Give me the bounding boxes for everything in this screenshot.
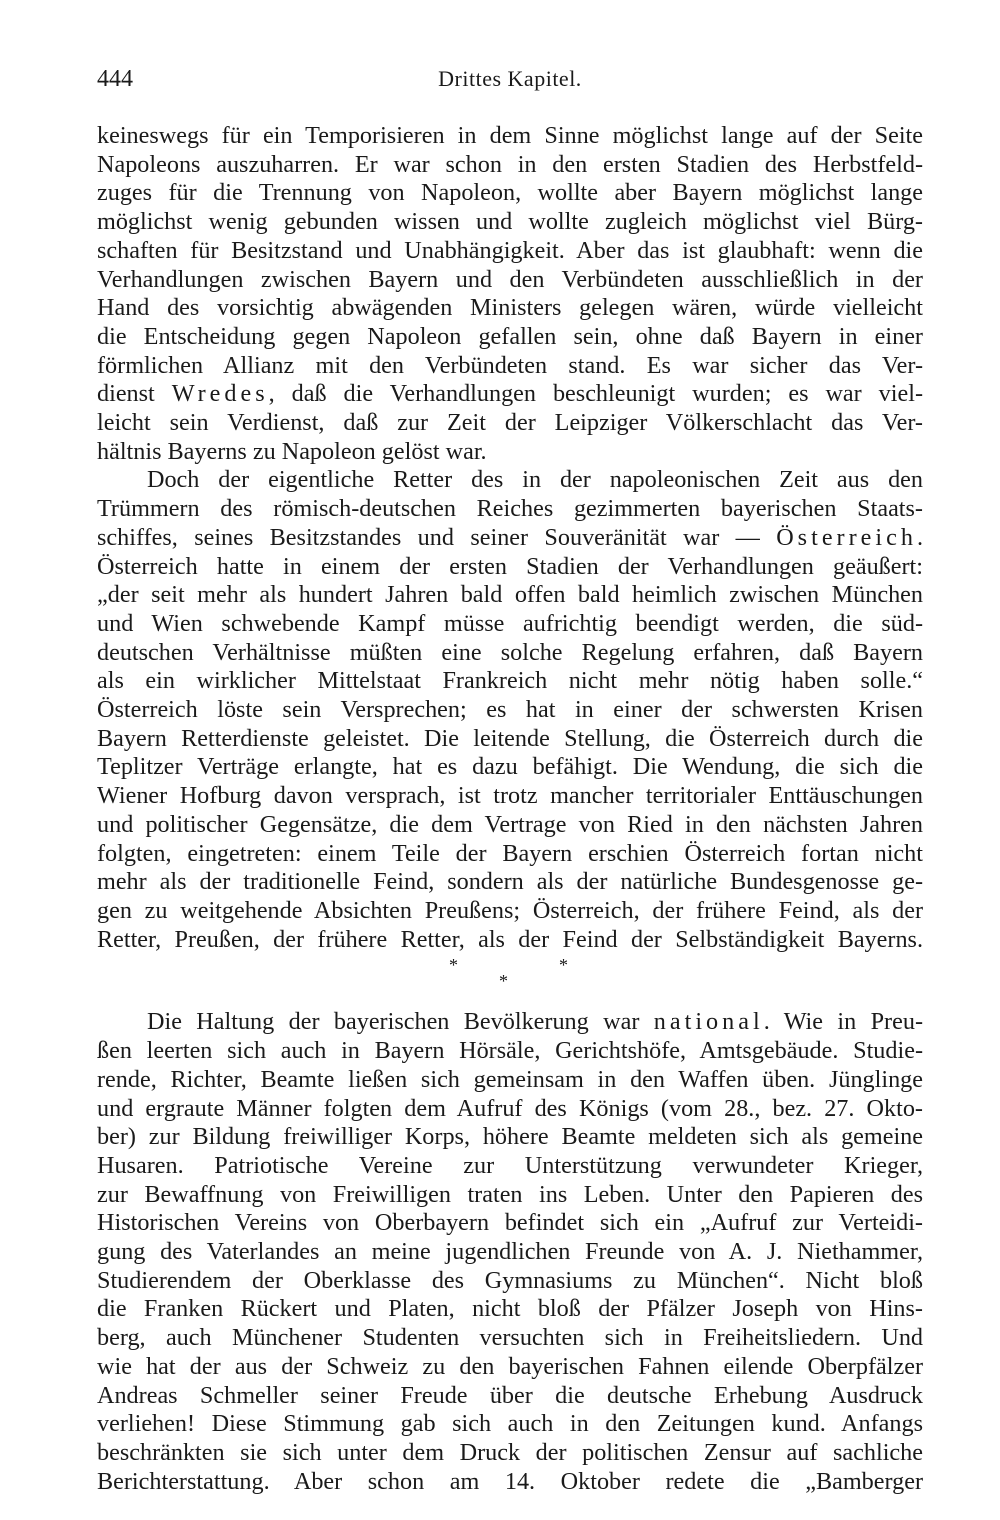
asterisk-glyph: * <box>499 971 508 992</box>
text-segment: , daß die Verhandlungen beschleunigt wurden; es war viel- <box>268 380 923 408</box>
text-line: ber) zur Bildung freiwilliger Korps, höhere Beamte meldeten sich als gemeine <box>97 1123 923 1151</box>
paragraph-3 <box>97 1008 923 1496</box>
text-segment: . Wie in Preu- <box>763 1008 923 1036</box>
text-line: Verhandlungen zwischen Bayern und den Verbündeten ausschließlich in der <box>97 265 923 293</box>
text-line: Andreas Schmeller seiner Freude über die deutsche Erhebung Ausdruck <box>97 1381 923 1409</box>
text-line: verliehen! Diese Stimmung gab sich auch in den Zeitungen kund. Anfangs <box>97 1410 923 1438</box>
text-line <box>97 1008 923 1037</box>
spaced-name: Österreich <box>776 523 917 551</box>
text-line <box>97 524 923 553</box>
text-line: die Franken Rückert und Platen, nicht bloß der Pfälzer Joseph von Hins- <box>97 1295 923 1323</box>
asterisk-glyph: * <box>559 955 568 976</box>
text-line: keineswegs für ein Temporisieren in dem Sinne möglichst lange auf der Seite <box>97 122 923 149</box>
text-line: „der seit mehr als hundert Jahren bald offen bald heimlich zwischen München <box>97 581 923 609</box>
text-line: Hand des vorsichtig abwägenden Ministers gelegen wären, würde vielleicht <box>97 294 923 322</box>
text-line: zur Bewaffnung von Freiwilligen traten ins Leben. Unter den Papieren des <box>97 1180 923 1208</box>
spaced-word: national <box>653 1008 764 1036</box>
text-line: Retter, Preußen, der frühere Retter, als der Feind der Selbständigkeit Bayerns. <box>97 925 923 953</box>
text-line: Studierendem der Oberklasse des Gymnasiums zu München“. Nicht bloß <box>97 1266 923 1294</box>
text-segment: dienst <box>97 380 172 408</box>
text-line: deutschen Verhältnisse müßten eine solche Regelung erfahren, daß Bayern <box>97 638 923 666</box>
page-header <box>97 66 923 100</box>
text-segment: schiffes, seines Besitzstandes und seiner Souveränität war — <box>97 523 777 551</box>
text-line: wie hat der aus der Schweiz zu den bayerischen Fahnen eilende Oberpfälzer <box>97 1352 923 1380</box>
text-line: und ergraute Männer folgten dem Aufruf des Königs (vom 28., bez. 27. Okto- <box>97 1094 923 1122</box>
text-line: die Entscheidung gegen Napoleon gefallen sein, ohne daß Bayern in einer <box>97 322 923 350</box>
text-line: Österreich löste sein Versprechen; es hat in einer der schwersten Krisen <box>97 696 923 724</box>
paragraph-2 <box>97 466 923 954</box>
text-line: und politischer Gegensätze, die dem Vertrage von Ried in den nächsten Jahren <box>97 810 923 838</box>
text-line: Doch der eigentliche Retter des in der napoleonischen Zeit aus den <box>147 466 923 494</box>
text-segment: . <box>916 523 923 551</box>
text-line: gung des Vaterlandes an meine jugendlichen Freunde von A. J. Niethammer, <box>97 1238 923 1266</box>
text-line: rende, Richter, Beamte ließen sich gemeinsam in den Waffen üben. Jünglinge <box>97 1065 923 1093</box>
text-line <box>97 380 923 409</box>
text-line: Trümmern des römisch-deutschen Reiches gezimmerten bayerischen Staats- <box>97 495 923 523</box>
text-line: folgten, eingetreten: einem Teile der Bayern erschien Österreich fortan nicht <box>97 839 923 867</box>
text-line: hältnis Bayerns zu Napoleon gelöst war. <box>97 437 487 465</box>
text-line: förmlichen Allianz mit den Verbündeten stand. Es war sicher das Ver- <box>97 351 923 379</box>
text-line: Bayern Retterdienste geleistet. Die leitende Stellung, die Österreich durch die <box>97 724 923 752</box>
text-line: Husaren. Patriotische Vereine zur Unterstützung verwundeter Krieger, <box>97 1151 923 1179</box>
text-line: mehr als der traditionelle Feind, sondern als der natürliche Bundesgenosse ge- <box>97 868 923 896</box>
spaced-name: Wredes <box>171 380 269 408</box>
text-line: Berichterstattung. Aber schon am 14. Oktober redete die „Bamberger <box>97 1467 923 1495</box>
text-line: beschränkten sie sich unter dem Druck der politischen Zensur auf sachliche <box>97 1438 923 1466</box>
text-line: Teplitzer Verträge erlangte, hat es dazu befähigt. Die Wendung, die sich die <box>97 753 923 781</box>
text-line: als ein wirklicher Mittelstaat Frankreich nicht mehr nötig haben solle.“ <box>97 667 923 695</box>
text-line: Napoleons auszuharren. Er war schon in den ersten Stadien des Herbstfeld- <box>97 150 923 178</box>
section-separator <box>97 956 923 1000</box>
text-line: und Wien schwebende Kampf müsse aufrichtig beendigt werden, die süd- <box>97 609 923 637</box>
text-line: Wiener Hofburg davon versprach, ist trotz mancher territorialer Enttäuschungen <box>97 782 923 810</box>
page-body <box>97 122 923 1496</box>
text-line: leicht sein Verdienst, daß zur Zeit der Leipziger Völkerschlacht das Ver- <box>97 409 923 437</box>
text-line: gen zu weitgehende Absichten Preußens; Österreich, der frühere Feind, als der <box>97 896 923 924</box>
text-line: schaften für Besitzstand und Unabhängigkeit. Aber das ist glaubhaft: wenn die <box>97 236 923 264</box>
text-line: Historischen Vereins von Oberbayern befindet sich ein „Aufruf zur Verteidi- <box>97 1209 923 1237</box>
asterisk-glyph: * <box>449 955 458 976</box>
text-line: möglichst wenig gebunden wissen und wollte zugleich möglichst viel Bürg- <box>97 208 923 236</box>
text-line: ßen leerten sich auch in Bayern Hörsäle, Gerichtshöfe, Amtsgebäude. Studie- <box>97 1037 923 1065</box>
text-line: berg, auch Münchener Studenten versuchten sich in Freiheitsliedern. Und <box>97 1324 923 1352</box>
text-segment: Die Haltung der bayerischen Bevölkerung war <box>147 1008 654 1036</box>
page-number: 444 <box>97 66 133 92</box>
text-line: zuges für die Trennung von Napoleon, wollte aber Bayern möglichst lange <box>97 179 923 207</box>
text-line: Österreich hatte in einem der ersten Stadien der Verhandlungen geäußert: <box>97 552 923 580</box>
running-head: Drittes Kapitel. <box>438 66 582 91</box>
paragraph-1 <box>97 122 923 466</box>
